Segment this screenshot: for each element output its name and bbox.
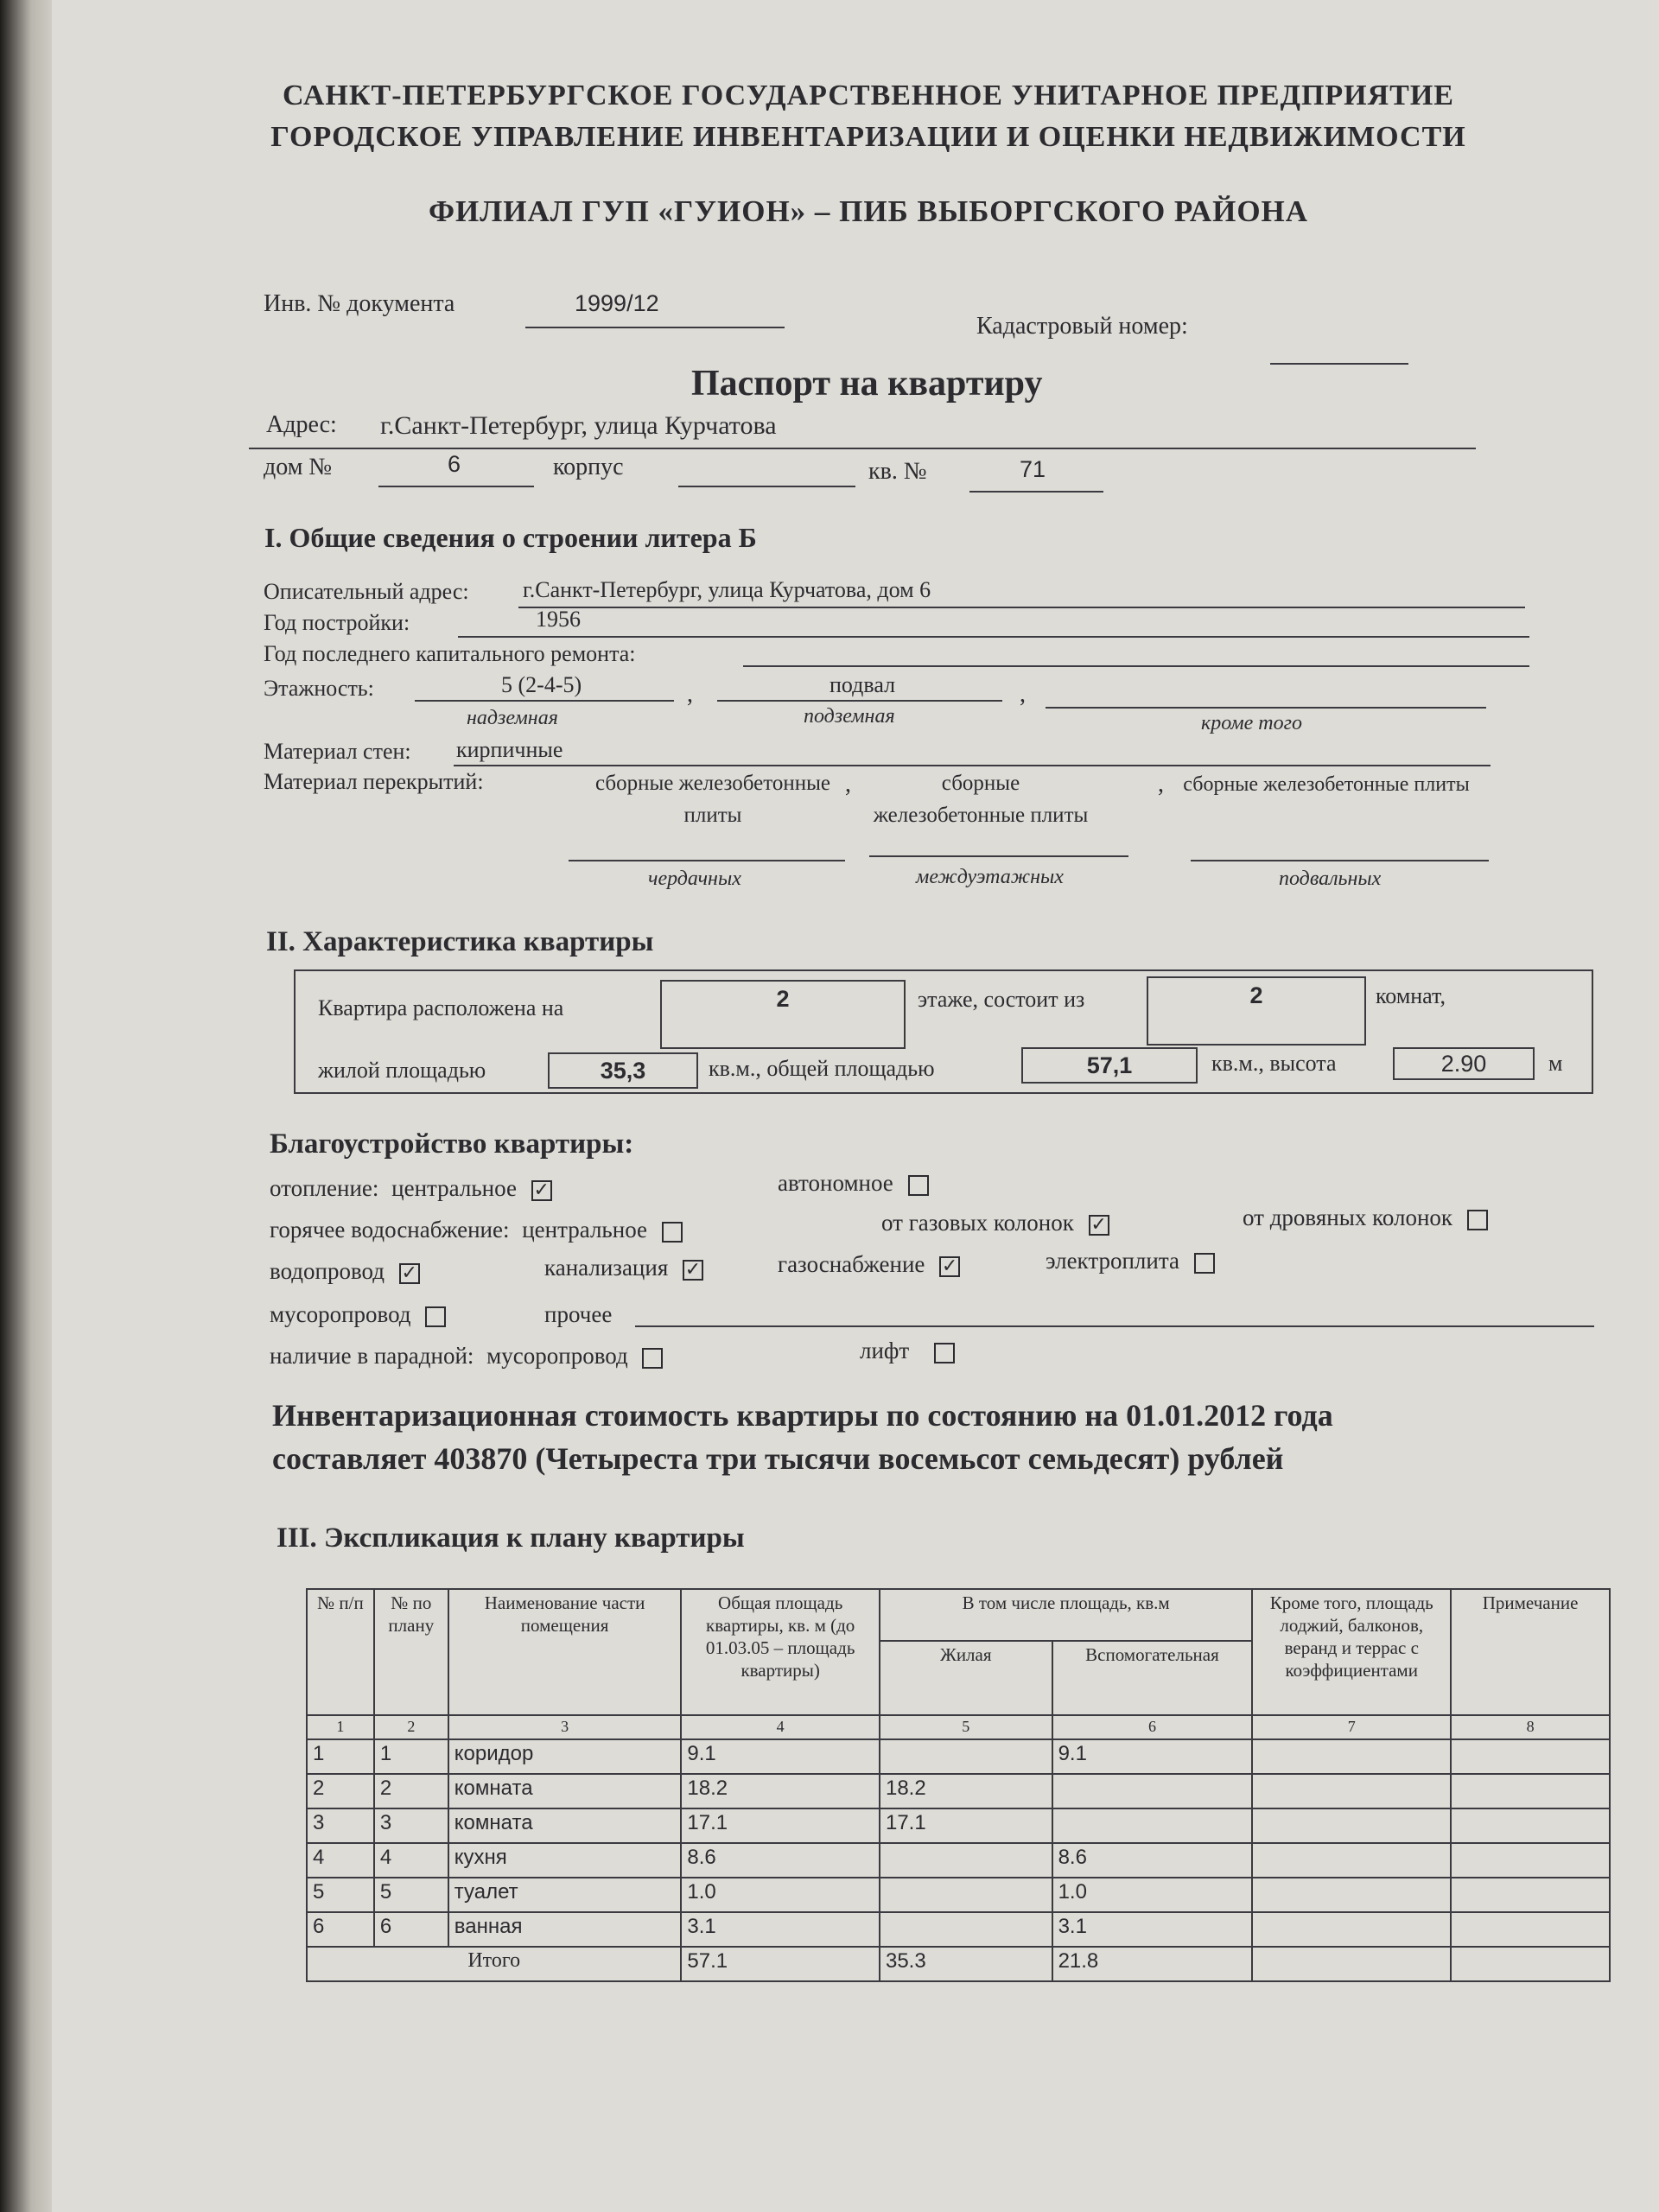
total-aux: 21.8 bbox=[1052, 1947, 1253, 1981]
amenity-garbage bbox=[270, 1301, 446, 1328]
house-label: дом № bbox=[264, 454, 333, 480]
cell-total: 18.2 bbox=[681, 1774, 880, 1808]
garbage-label: мусоропровод bbox=[270, 1301, 411, 1327]
table-row bbox=[307, 1808, 1610, 1843]
cell-note bbox=[1451, 1808, 1610, 1843]
cell-total: 1.0 bbox=[681, 1878, 880, 1912]
ent-garbage-label: мусоропровод bbox=[486, 1343, 628, 1369]
walls-value: кирпичные bbox=[456, 737, 563, 762]
cell-living bbox=[880, 1739, 1052, 1774]
table-row bbox=[307, 1843, 1610, 1878]
col-number: 4 bbox=[681, 1715, 880, 1739]
inv-value: 1999/12 bbox=[575, 290, 659, 316]
cell-note bbox=[1451, 1774, 1610, 1808]
height-value: 2.90 bbox=[1393, 1047, 1535, 1080]
cell-total: 8.6 bbox=[681, 1843, 880, 1878]
valuation-line-2: составляет 403870 (Четыреста три тысячи восемьсот семьдесят) рублей bbox=[272, 1441, 1284, 1476]
cell-name: комната bbox=[448, 1808, 682, 1843]
gas-checkbox[interactable]: ✓ bbox=[939, 1256, 960, 1277]
col-number: 1 bbox=[307, 1715, 374, 1739]
cell-plan: 3 bbox=[374, 1808, 448, 1843]
hw-central-checkbox[interactable] bbox=[662, 1222, 683, 1243]
cell-note bbox=[1451, 1912, 1610, 1947]
th-aux: Вспомогательная bbox=[1052, 1641, 1253, 1715]
attic-value: сборные железобетонные плиты bbox=[594, 772, 831, 827]
electric-checkbox[interactable] bbox=[1194, 1253, 1215, 1274]
floors-mat-label: Материал перекрытий: bbox=[264, 769, 484, 794]
col-number: 5 bbox=[880, 1715, 1052, 1739]
cell-num: 4 bbox=[307, 1843, 374, 1878]
inv-label: Инв. № документа bbox=[264, 290, 455, 317]
cap-extra: кроме того bbox=[1201, 712, 1302, 734]
water-checkbox[interactable]: ✓ bbox=[399, 1263, 420, 1284]
column-number-row bbox=[307, 1715, 1610, 1739]
cell-aux bbox=[1052, 1808, 1253, 1843]
cell-extra bbox=[1252, 1808, 1451, 1843]
lift-label: лифт bbox=[860, 1338, 910, 1363]
section1-title: I. Общие сведения о строении литера Б bbox=[264, 522, 757, 553]
amenity-lift bbox=[860, 1338, 955, 1364]
org-line-1: САНКТ-ПЕТЕРБУРГСКОЕ ГОСУДАРСТВЕННОЕ УНИТАРНОЕ ПРЕДПРИЯТИЕ bbox=[283, 79, 1454, 111]
section3-title: III. Экспликация к плану квартиры bbox=[276, 1522, 745, 1554]
heating-auto-checkbox[interactable] bbox=[908, 1175, 929, 1196]
korpus-label: корпус bbox=[553, 454, 624, 480]
located-label: Квартира расположена на bbox=[318, 995, 564, 1020]
apt-label: кв. № bbox=[868, 458, 927, 485]
th-living: Жилая bbox=[880, 1641, 1052, 1715]
cell-note bbox=[1451, 1878, 1610, 1912]
hw-gas-label: от газовых колонок bbox=[881, 1210, 1074, 1236]
total-living: 35.3 bbox=[880, 1947, 1052, 1981]
cell-name: комната bbox=[448, 1774, 682, 1808]
cell-name: кухня bbox=[448, 1843, 682, 1878]
cell-plan: 1 bbox=[374, 1739, 448, 1774]
height-unit: м bbox=[1548, 1051, 1563, 1076]
walls-label: Материал стен: bbox=[264, 739, 411, 764]
sewer-checkbox[interactable]: ✓ bbox=[683, 1260, 703, 1281]
cell-extra bbox=[1252, 1774, 1451, 1808]
cap-attic: чердачных bbox=[648, 868, 741, 890]
section2-title: II. Характеристика квартиры bbox=[266, 926, 654, 957]
heating-label: отопление: bbox=[270, 1175, 379, 1201]
house-value: 6 bbox=[448, 451, 461, 477]
cell-aux: 9.1 bbox=[1052, 1739, 1253, 1774]
cell-num: 6 bbox=[307, 1912, 374, 1947]
th-num: № п/п bbox=[307, 1589, 374, 1715]
cell-aux bbox=[1052, 1774, 1253, 1808]
cell-aux: 1.0 bbox=[1052, 1878, 1253, 1912]
cell-num: 2 bbox=[307, 1774, 374, 1808]
table-row bbox=[307, 1878, 1610, 1912]
cell-living bbox=[880, 1912, 1052, 1947]
total-value: 57,1 bbox=[1021, 1047, 1198, 1084]
year-label: Год постройки: bbox=[264, 610, 410, 635]
cap-below: подземная bbox=[804, 705, 895, 728]
desc-addr-value: г.Санкт-Петербург, улица Курчатова, дом 6 bbox=[523, 577, 931, 602]
lift-checkbox[interactable] bbox=[934, 1343, 955, 1363]
col-number: 2 bbox=[374, 1715, 448, 1739]
table-row bbox=[307, 1912, 1610, 1947]
amenity-hw-wood bbox=[1243, 1205, 1488, 1231]
th-plan-num: № по плану bbox=[374, 1589, 448, 1715]
cell-note bbox=[1451, 1739, 1610, 1774]
total-sum: 57.1 bbox=[681, 1947, 880, 1981]
amenity-water bbox=[270, 1258, 420, 1285]
floor-value: 2 bbox=[660, 980, 906, 1049]
table-row bbox=[307, 1739, 1610, 1774]
gas-label: газоснабжение bbox=[778, 1251, 925, 1277]
hw-wood-label: от дровяных колонок bbox=[1243, 1205, 1453, 1230]
cell-living bbox=[880, 1878, 1052, 1912]
other-label: прочее bbox=[544, 1301, 613, 1327]
hw-gas-checkbox[interactable]: ✓ bbox=[1089, 1215, 1109, 1236]
rooms-value: 2 bbox=[1147, 976, 1366, 1046]
living-value: 35,3 bbox=[548, 1052, 698, 1089]
cell-plan: 2 bbox=[374, 1774, 448, 1808]
cell-extra bbox=[1252, 1912, 1451, 1947]
document-page: САНКТ-ПЕТЕРБУРГСКОЕ ГОСУДАРСТВЕННОЕ УНИТАРНОЕ ПРЕДПРИЯТИЕ ГОРОДСКОЕ УПРАВЛЕНИЕ ИНВЕНТАРИЗАЦИИ И ОЦЕНКИ НЕДВИЖИМОСТИ ФИЛИАЛ ГУП «ГУИОН» – ПИБ ВЫБОРГСКОГО РАЙОНА Инв. № документа 1999/12 Кадастровый номер: Паспорт на квартиру Адрес: г.Санкт-Петербург, улица Курчатова дом № 6 корпус кв. № 71 I. Общие сведения о строении литера Б Описательный адрес: г.Санкт-Петербург, улица Курчатова, дом 6 Год постройки: 1956 Год последнего капитального ремонта: Этажность: 5 (2-4-5) , подвал , надземная подземная кроме того Материал стен: кирпичные Материал перекрытий: сборные железобетонные плиты , сборные железобетонные плиты , сборные железобетонные плиты чердачных междуэтажных подвальных II. Характеристика квартиры Квартира расположена на 2 этаже, состоит из 2 комнат, жилой площадью 35,3 кв.м., общей площадью 57,1 кв.м., высота 2.90 м Благоустройство квартиры: отопление: центральное ✓ автономное горячее водоснабжение: центральное от газовых колонок ✓ от дровяных колонок водопровод ✓ канализация ✓ газоснабжение ✓ электроплита мусоропровод прочее наличие в парадной: мусоропровод лифт Инвентаризационная стоимость квартиры по состоянию на 01.01.2012 года составляет 403870 (Четыреста три тысячи восемьсот семьдесят) рублей III. Экспликация к плану квартиры № п/п № по плану Наименование части помещения Общая площадь квартиры, кв. м (до 01.03.05 – площадь квартиры) В том числе площадь, кв.м Кроме того, площадь лоджий, балконов, веранд и террас с коэффициентами Примечание Жилая Вспомогательная 1 2 3 4 5 6 7 8 1 1 коридор 9.1 9.1 2 2 комната 18.2 18.2 3 3 комната 17.1 17.1 4 4 кухня 8.6 8.6 5 5 туалет 1.0 1.0 6 6 ванная 3.1 3.1 Итого 57.1 35.3 21.8 bbox=[52, 0, 1659, 2212]
th-extra: Кроме того, площадь лоджий, балконов, веранд и террас с коэффициентами bbox=[1252, 1589, 1451, 1715]
total-label: кв.м., общей площадью bbox=[709, 1056, 935, 1081]
total-label: Итого bbox=[307, 1947, 681, 1981]
cap-above: надземная bbox=[467, 707, 558, 729]
cell-aux: 8.6 bbox=[1052, 1843, 1253, 1878]
valuation-line-1: Инвентаризационная стоимость квартиры по состоянию на 01.01.2012 года bbox=[272, 1398, 1333, 1433]
hot-water-label: горячее водоснабжение: bbox=[270, 1217, 510, 1243]
floor-label: этаже, состоит из bbox=[918, 987, 1085, 1012]
cell-num: 3 bbox=[307, 1808, 374, 1843]
cap-basement: подвальных bbox=[1279, 868, 1382, 890]
col-number: 6 bbox=[1052, 1715, 1253, 1739]
th-name: Наименование части помещения bbox=[448, 1589, 682, 1715]
th-incl: В том числе площадь, кв.м bbox=[880, 1589, 1252, 1641]
amenity-hw-gas bbox=[881, 1210, 1109, 1236]
branch-title: ФИЛИАЛ ГУП «ГУИОН» – ПИБ ВЫБОРГСКОГО РАЙОНА bbox=[428, 194, 1309, 228]
cell-name: коридор bbox=[448, 1739, 682, 1774]
cell-living: 18.2 bbox=[880, 1774, 1052, 1808]
hw-wood-checkbox[interactable] bbox=[1467, 1210, 1488, 1230]
floors-below-value: подвал bbox=[830, 672, 896, 697]
amenity-hotwater-row bbox=[270, 1217, 683, 1243]
hw-central-label: центральное bbox=[522, 1217, 648, 1243]
rooms-label: комнат, bbox=[1376, 983, 1446, 1008]
cell-extra bbox=[1252, 1878, 1451, 1912]
year-value: 1956 bbox=[536, 607, 581, 632]
cell-aux: 3.1 bbox=[1052, 1912, 1253, 1947]
floors-label: Этажность: bbox=[264, 676, 374, 701]
apt-value: 71 bbox=[1020, 456, 1046, 482]
amenities-title: Благоустройство квартиры: bbox=[270, 1128, 634, 1160]
basement-value: сборные железобетонные плиты bbox=[1183, 773, 1470, 796]
col-number: 3 bbox=[448, 1715, 682, 1739]
org-line-2: ГОРОДСКОЕ УПРАВЛЕНИЕ ИНВЕНТАРИЗАЦИИ И ОЦЕНКИ НЕДВИЖИМОСТИ bbox=[270, 121, 1466, 153]
explication-table bbox=[306, 1588, 1611, 1982]
cell-total: 17.1 bbox=[681, 1808, 880, 1843]
garbage-checkbox[interactable] bbox=[425, 1306, 446, 1327]
cell-extra bbox=[1252, 1739, 1451, 1774]
amenity-heating-row bbox=[270, 1175, 552, 1202]
cell-plan: 4 bbox=[374, 1843, 448, 1878]
cell-extra bbox=[1252, 1843, 1451, 1878]
col-number: 7 bbox=[1252, 1715, 1451, 1739]
amenity-electric bbox=[1046, 1248, 1215, 1274]
amenity-entrance bbox=[270, 1343, 663, 1370]
amenity-sewer bbox=[544, 1255, 703, 1281]
total-row bbox=[307, 1947, 1610, 1981]
cadastral-label: Кадастровый номер: bbox=[976, 313, 1188, 340]
heating-central-label: центральное bbox=[391, 1175, 517, 1201]
apartment-characteristics-box bbox=[294, 969, 1593, 1094]
cell-plan: 6 bbox=[374, 1912, 448, 1947]
cell-note bbox=[1451, 1947, 1610, 1981]
desc-addr-label: Описательный адрес: bbox=[264, 579, 469, 604]
height-label: кв.м., высота bbox=[1211, 1051, 1337, 1076]
heating-central-checkbox[interactable]: ✓ bbox=[531, 1180, 552, 1201]
th-total: Общая площадь квартиры, кв. м (до 01.03.05 – площадь квартиры) bbox=[681, 1589, 880, 1715]
repair-label: Год последнего капитального ремонта: bbox=[264, 641, 636, 666]
cap-between: междуэтажных bbox=[916, 866, 1064, 888]
cell-extra bbox=[1252, 1947, 1451, 1981]
electric-label: электроплита bbox=[1046, 1248, 1179, 1274]
cell-total: 9.1 bbox=[681, 1739, 880, 1774]
page-title: Паспорт на квартиру bbox=[691, 364, 1043, 404]
col-number: 8 bbox=[1451, 1715, 1610, 1739]
entrance-label: наличие в парадной: bbox=[270, 1343, 474, 1369]
cell-total: 3.1 bbox=[681, 1912, 880, 1947]
address-value: г.Санкт-Петербург, улица Курчатова bbox=[380, 411, 777, 440]
address-label: Адрес: bbox=[266, 411, 337, 438]
cell-name: туалет bbox=[448, 1878, 682, 1912]
living-label: жилой площадью bbox=[318, 1058, 486, 1083]
floors-above-value: 5 (2-4-5) bbox=[501, 672, 582, 697]
ent-garbage-checkbox[interactable] bbox=[642, 1348, 663, 1369]
cell-living: 17.1 bbox=[880, 1808, 1052, 1843]
th-note: Примечание bbox=[1451, 1589, 1610, 1715]
amenity-gas bbox=[778, 1251, 960, 1278]
cell-num: 1 bbox=[307, 1739, 374, 1774]
cell-living bbox=[880, 1843, 1052, 1878]
cell-num: 5 bbox=[307, 1878, 374, 1912]
water-label: водопровод bbox=[270, 1258, 385, 1284]
between-value: сборные железобетонные плиты bbox=[873, 772, 1089, 827]
cell-name: ванная bbox=[448, 1912, 682, 1947]
heating-auto-label: автономное bbox=[778, 1170, 893, 1196]
cell-note bbox=[1451, 1843, 1610, 1878]
cell-plan: 5 bbox=[374, 1878, 448, 1912]
amenity-heating-auto bbox=[778, 1170, 929, 1197]
sewer-label: канализация bbox=[544, 1255, 669, 1281]
table-row bbox=[307, 1774, 1610, 1808]
